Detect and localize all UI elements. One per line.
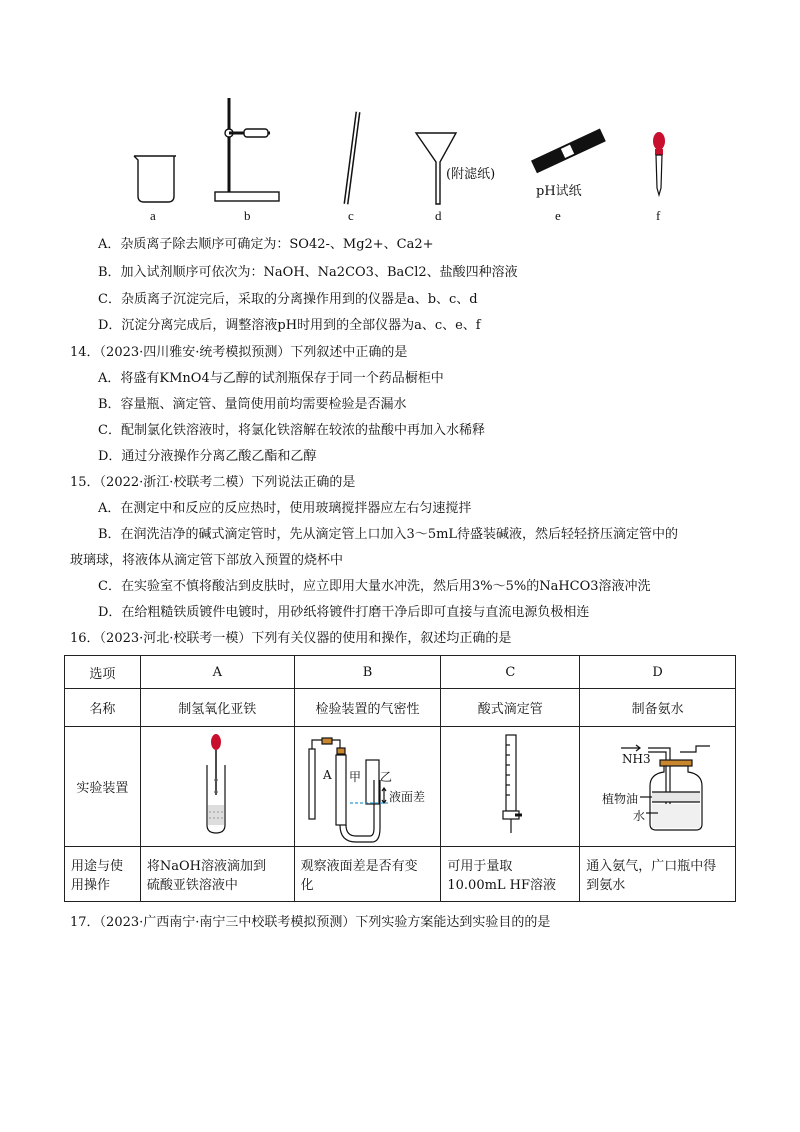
header-cell: D	[580, 656, 736, 689]
table-cell: 检验装置的气密性	[294, 689, 441, 727]
q15-stem: 15．（2022·浙江·校联考二模）下列说法正确的是	[70, 475, 356, 490]
usage-d-line2: 到氨水	[586, 878, 626, 893]
table-cell: 制备氨水	[580, 689, 736, 727]
table-cell: 制氢氧化亚铁	[140, 689, 294, 727]
row-label: 实验装置	[65, 727, 141, 847]
header-cell: B	[294, 656, 441, 689]
usage-c-line2: 10.00mL HF溶液	[447, 878, 557, 893]
level-diff-label: 液面差	[389, 790, 426, 804]
q15-option-c: C．在实验室不慎将酸沾到皮肤时，应立即用大量水冲洗，然后用3%～5%的NaHCO3溶液冲洗	[98, 579, 651, 594]
u-tube-apparatus-icon	[309, 738, 393, 842]
q13-option-b: B．加入试剂顺序可依次为：NaOH、Na2CO3、BaCl2、盐酸四种溶液	[98, 265, 518, 280]
label-b: b	[244, 208, 251, 223]
oil-label: 植物油	[602, 792, 639, 806]
usage-label-line2: 用操作	[71, 878, 111, 893]
label-a: a	[150, 208, 156, 223]
q15-option-b: B．在润洗洁净的碱式滴定管时，先从滴定管上口加入3～5mL待盛装碱液，然后轻轻挤压滴定管中的	[98, 527, 679, 542]
q14-option-a: A．将盛有KMnO4与乙醇的试剂瓶保存于同一个药品橱柜中	[98, 371, 444, 386]
q13-option-a: A．杂质离子除去顺序可确定为：SO42-、Mg2+、Ca2+	[98, 237, 434, 252]
usage-d-line1: 通入氨气，广口瓶中得	[586, 859, 717, 874]
label-d: d	[435, 208, 442, 223]
usage-b-line2: 化	[300, 878, 314, 893]
label-f: f	[656, 208, 661, 223]
usage-a-line1: 将NaOH溶液滴加到	[146, 859, 266, 874]
table-cell: 酸式滴定管	[441, 689, 580, 727]
label-c: c	[348, 208, 354, 223]
test-tube-dropper-icon	[207, 734, 225, 833]
header-cell: A	[140, 656, 294, 689]
ph-paper-label: pH试纸	[536, 184, 582, 199]
water-label: 水	[633, 809, 646, 823]
q17-stem: 17．（2023·广西南宁·南宁三中校联考模拟预测）下列实验方案能达到实验目的的是	[70, 915, 551, 930]
nh3-label: NH3	[622, 752, 651, 766]
q13-option-d: D．沉淀分离完成后，调整溶液pH时用到的全部仪器为a、c、e、f	[98, 318, 481, 333]
u-tube-label-yi: 乙	[380, 770, 393, 784]
label-e: e	[555, 208, 561, 223]
u-tube-label-jia: 甲	[349, 770, 362, 784]
q14-option-b: B．容量瓶、滴定管、量筒使用前均需要检验是否漏水	[98, 397, 407, 412]
q14-stem: 14．（2023·四川雅安·统考模拟预测）下列叙述中正确的是	[70, 345, 408, 360]
header-cell: C	[441, 656, 580, 689]
usage-a-line2: 硫酸亚铁溶液中	[146, 878, 238, 893]
header-cell: 选项	[65, 656, 141, 689]
q14-option-c: C．配制氯化铁溶液时，将氯化铁溶解在较浓的盐酸中再加入水稀释	[98, 423, 485, 438]
q15-option-d: D．在给粗糙铁质镀件电镀时，用砂纸将镀件打磨干净后即可直接与直流电源负极相连	[98, 605, 590, 620]
row-label: 名称	[65, 689, 141, 727]
funnel-note: (附滤纸)	[446, 167, 496, 182]
u-tube-label-a: A	[323, 768, 332, 782]
q15-option-a: A．在测定中和反应的反应热时，使用玻璃搅拌器应左右匀速搅拌	[98, 501, 472, 516]
usage-b-line1: 观察液面差是否有变	[300, 859, 418, 874]
usage-c-line1: 可用于量取	[447, 859, 513, 874]
q14-option-d: D．通过分液操作分离乙酸乙酯和乙醇	[98, 449, 317, 464]
acid-burette-icon	[503, 735, 522, 833]
q13-option-c: C．杂质离子沉淀完后，采取的分离操作用到的仪器是a、b、c、d	[98, 292, 478, 307]
q16-stem: 16．（2023·河北·校联考一模）下列有关仪器的使用和操作，叙述均正确的是	[70, 631, 512, 646]
q15-option-b-cont: 玻璃球，将液体从滴定管下部放入预置的烧杯中	[70, 553, 344, 568]
usage-label-line1: 用途与使	[71, 859, 124, 874]
